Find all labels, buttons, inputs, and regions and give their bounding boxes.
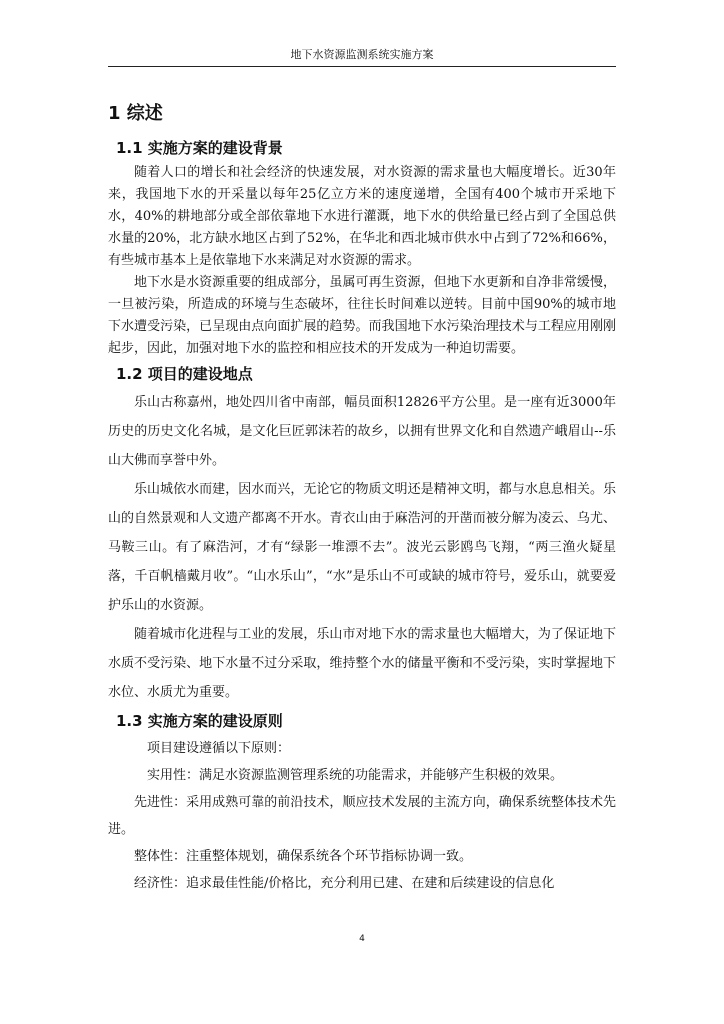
section-heading-1-1: 1.1 实施方案的建设背景 bbox=[116, 139, 283, 157]
paragraph-location-2: 乐山城依水而建，因水而兴，无论它的物质文明还是精神文明，都与水息息相关。乐山的自然景观和人文遗产都离不开水。青衣山由于麻浩河的开凿而被分解为凌云、乌尤、马鞍三山。有了麻浩河，才有“绿影一堆漂不去”。波光云影鸥鸟飞翔，“两三渔火疑星落，千百帆樯戴月收”。“山水乐山”，“水”是乐山不可或缺的城市符号，爱乐山，就要爱护乐山的水资源。 bbox=[108, 482, 616, 613]
section-heading-1: 1 综述 bbox=[108, 103, 163, 124]
header-rule bbox=[108, 66, 616, 67]
section-heading-1-2: 1.2 项目的建设地点 bbox=[116, 365, 253, 383]
paragraph-location-3: 随着城市化进程与工业的发展，乐山市对地下水的需求量也大幅增大，为了保证地下水质不受污染、地下水量不过分采取，维持整个水的储量平衡和不受污染，实时掌握地下水位、水质尤为重要。 bbox=[108, 627, 616, 700]
paragraph-principle-practicality: 实用性：满足水资源监测管理系统的功能需求，并能够产生积极的效果。 bbox=[147, 768, 564, 783]
paragraph-principle-advancement: 先进性：采用成熟可靠的前沿技术，顺应技术发展的主流方向，确保系统整体技术先进。 bbox=[108, 795, 616, 837]
page-header: 地下水资源监测系统实施方案 bbox=[290, 48, 434, 61]
paragraph-principles-intro: 项目建设遵循以下原则： bbox=[147, 741, 291, 756]
section-heading-1-3: 1.3 实施方案的建设原则 bbox=[116, 712, 283, 730]
paragraph-principle-economy: 经济性：追求最佳性能/价格比，充分利用已建、在建和后续建设的信息化 bbox=[134, 876, 555, 891]
paragraph-background-2: 地下水是水资源重要的组成部分，虽属可再生资源，但地下水更新和自净非常缓慢，一旦被污染，所造成的环境与生态破坏，往往长时间难以逆转。目前中国90%的城市地下水遭受污染，已呈现由点向面扩展的趋势。而我国地下水污染治理技术与工程应用刚刚起步，因此，加强对地下水的监控和相应技术的开发成为一种迫切需要。 bbox=[108, 275, 616, 356]
paragraph-principle-integrity: 整体性：注重整体规划，确保系统各个环节指标协调一致。 bbox=[134, 849, 473, 864]
paragraph-background-1: 随着人口的增长和社会经济的快速发展，对水资源的需求量也大幅度增长。近30年来，我国地下水的开采量以每年25亿立方米的速度递增，全国有400个城市开采地下水，40%的耕地部分或全部依靠地下水进行灌溉，地下水的供给量已经占到了全国总供水量的20%，北方缺水地区占到了52%，在华北和西北城市供水中占到了72%和66%，有些城市基本上是依靠地下水来满足对水资源的需求。 bbox=[108, 165, 616, 268]
document-body bbox=[108, 100, 616, 897]
paragraph-location-1: 乐山古称嘉州，地处四川省中南部，幅员面积12826平方公里。是一座有近3000年历史的历史文化名城，是文化巨匠郭沫若的故乡，以拥有世界文化和自然遗产峨眉山--乐山大佛而享誉中外。 bbox=[108, 395, 616, 468]
page-number: 4 bbox=[359, 934, 365, 944]
